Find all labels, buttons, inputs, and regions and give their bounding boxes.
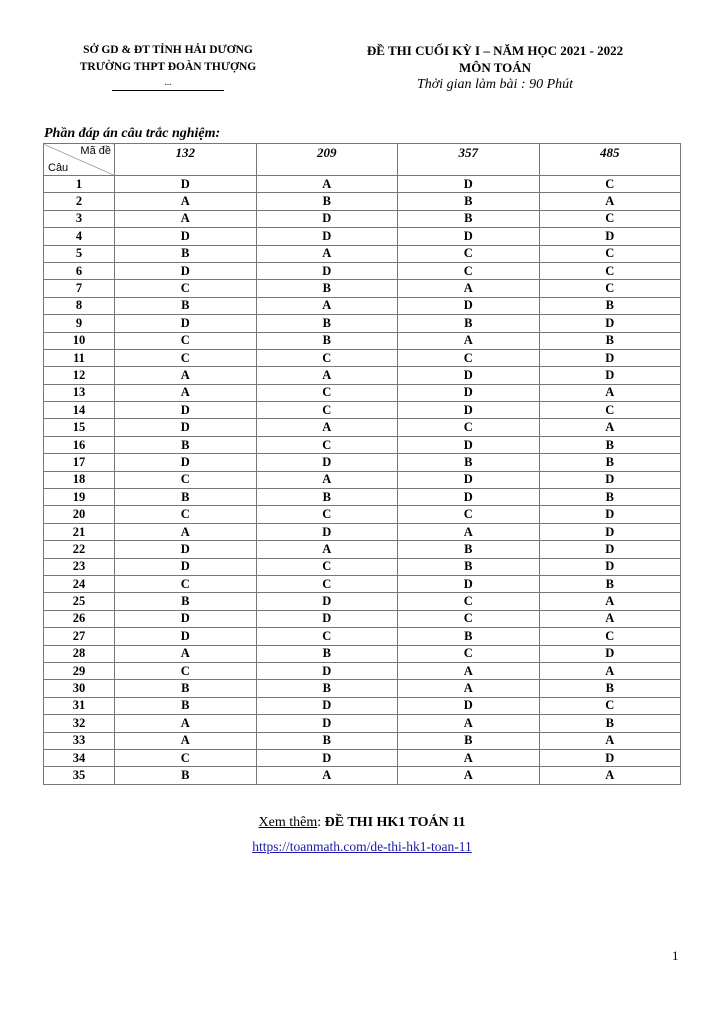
answer-cell: C — [256, 558, 398, 575]
answer-cell: A — [115, 210, 257, 227]
page-number: 1 — [672, 948, 679, 963]
answer-cell: B — [115, 489, 257, 506]
table-row — [44, 732, 681, 749]
answer-cell: A — [539, 610, 681, 627]
answer-cell: D — [115, 558, 257, 575]
answer-cell: A — [256, 767, 398, 784]
answer-cell: A — [539, 767, 681, 784]
question-number-cell: 14 — [44, 402, 115, 419]
answer-cell: A — [398, 332, 540, 349]
question-number-cell: 33 — [44, 732, 115, 749]
table-row — [44, 454, 681, 471]
answer-cell: D — [398, 697, 540, 714]
answer-cell: D — [115, 176, 257, 193]
answer-cell: D — [256, 749, 398, 766]
answer-cell: D — [398, 384, 540, 401]
answer-cell: D — [115, 262, 257, 279]
table-row — [44, 262, 681, 279]
question-number-cell: 1 — [44, 176, 115, 193]
answer-cell: D — [398, 367, 540, 384]
answer-cell: A — [539, 732, 681, 749]
answer-cell: C — [539, 245, 681, 262]
question-number-cell: 18 — [44, 471, 115, 488]
answer-cell: B — [398, 193, 540, 210]
table-row — [44, 610, 681, 627]
answer-cell: A — [398, 662, 540, 679]
question-number-cell: 30 — [44, 680, 115, 697]
answer-cell: B — [539, 715, 681, 732]
school-name: TRƯỜNG THPT ĐOÀN THƯỢNG — [79, 61, 257, 73]
answer-cell: A — [539, 193, 681, 210]
answer-cell: C — [398, 593, 540, 610]
question-number-cell: 19 — [44, 489, 115, 506]
question-number-cell: 16 — [44, 436, 115, 453]
answer-cell: D — [115, 541, 257, 558]
answer-cell: A — [115, 645, 257, 662]
answer-cell: B — [398, 558, 540, 575]
answer-cell: D — [398, 489, 540, 506]
answer-cell: C — [115, 349, 257, 366]
answer-cell: C — [256, 436, 398, 453]
answer-cell: C — [539, 280, 681, 297]
answer-cell: D — [256, 662, 398, 679]
answer-cell: B — [539, 454, 681, 471]
question-number-cell: 34 — [44, 749, 115, 766]
answer-cell: C — [539, 697, 681, 714]
table-row — [44, 228, 681, 245]
answer-cell: C — [398, 506, 540, 523]
see-more — [0, 815, 724, 831]
answer-cell: B — [398, 210, 540, 227]
answer-cell: D — [256, 210, 398, 227]
exam-code-header: 485 — [539, 144, 681, 176]
answer-cell: C — [539, 210, 681, 227]
question-number-cell: 7 — [44, 280, 115, 297]
answer-cell: B — [256, 315, 398, 332]
answer-cell: C — [256, 628, 398, 645]
question-number-cell: 17 — [44, 454, 115, 471]
answer-cell: B — [256, 732, 398, 749]
answer-cell: A — [398, 749, 540, 766]
question-number-cell: 3 — [44, 210, 115, 227]
answer-cell: A — [398, 280, 540, 297]
answer-cell: A — [256, 471, 398, 488]
table-row — [44, 210, 681, 227]
answer-cell: B — [398, 732, 540, 749]
see-more-value: ĐỀ THI HK1 TOÁN 11 — [324, 815, 466, 830]
answer-cell: D — [115, 628, 257, 645]
table-row — [44, 367, 681, 384]
answer-cell: D — [256, 454, 398, 471]
answer-cell: C — [539, 176, 681, 193]
question-number-cell: 4 — [44, 228, 115, 245]
answer-cell: C — [539, 628, 681, 645]
answer-cell: A — [398, 680, 540, 697]
answer-cell: B — [539, 332, 681, 349]
answer-cell: A — [539, 384, 681, 401]
answer-cell: C — [398, 419, 540, 436]
section-title: Phần đáp án câu trắc nghiệm: — [44, 126, 221, 141]
exam-code-header: 132 — [115, 144, 257, 176]
table-row — [44, 176, 681, 193]
answer-cell: B — [256, 193, 398, 210]
table-header-row — [44, 144, 681, 176]
corner-question-label: Câu — [48, 162, 69, 174]
answer-cell: C — [115, 471, 257, 488]
answer-cell: A — [256, 419, 398, 436]
answer-cell: A — [398, 715, 540, 732]
question-number-cell: 20 — [44, 506, 115, 523]
question-number-cell: 23 — [44, 558, 115, 575]
table-row — [44, 749, 681, 766]
answer-cell: D — [398, 228, 540, 245]
answer-cell: D — [398, 436, 540, 453]
see-more-label: Xem thêm — [258, 815, 318, 830]
question-number-cell: 12 — [44, 367, 115, 384]
table-row — [44, 245, 681, 262]
table-row — [44, 297, 681, 314]
answer-cell: D — [398, 575, 540, 592]
answer-cell: C — [115, 280, 257, 297]
answer-cell: A — [115, 523, 257, 540]
answer-cell: C — [115, 749, 257, 766]
answer-cell: B — [539, 436, 681, 453]
question-number-cell: 11 — [44, 349, 115, 366]
answer-cell: B — [398, 541, 540, 558]
answer-cell: D — [256, 697, 398, 714]
question-number-cell: 28 — [44, 645, 115, 662]
answer-cell: D — [115, 402, 257, 419]
table-row — [44, 541, 681, 558]
answer-cell: C — [256, 349, 398, 366]
answer-cell: D — [115, 419, 257, 436]
answer-cell: B — [256, 489, 398, 506]
table-row — [44, 315, 681, 332]
question-number-cell: 35 — [44, 767, 115, 784]
answer-cell: D — [256, 593, 398, 610]
question-number-cell: 27 — [44, 628, 115, 645]
answer-cell: B — [398, 628, 540, 645]
answer-cell: C — [115, 506, 257, 523]
answer-cell: D — [115, 228, 257, 245]
answer-cell: C — [256, 575, 398, 592]
answer-cell: B — [115, 297, 257, 314]
question-number-cell: 15 — [44, 419, 115, 436]
answer-cell: B — [115, 697, 257, 714]
answer-cell: D — [539, 471, 681, 488]
question-number-cell: 21 — [44, 523, 115, 540]
answer-cell: A — [115, 367, 257, 384]
answer-cell: D — [539, 367, 681, 384]
answer-cell: B — [256, 680, 398, 697]
exam-title: ĐỀ THI CUỐI KỲ I – NĂM HỌC 2021 - 2022 — [366, 43, 624, 58]
answer-cell: B — [115, 767, 257, 784]
answer-cell: D — [539, 349, 681, 366]
exam-header — [330, 42, 660, 93]
answer-cell: D — [256, 715, 398, 732]
answer-cell: B — [115, 680, 257, 697]
answer-cell: A — [256, 245, 398, 262]
answer-table-body — [44, 176, 681, 785]
question-number-cell: 2 — [44, 193, 115, 210]
question-number-cell: 5 — [44, 245, 115, 262]
table-row — [44, 645, 681, 662]
answer-cell: A — [539, 419, 681, 436]
answer-cell: A — [539, 662, 681, 679]
answer-cell: A — [398, 767, 540, 784]
answer-cell: B — [115, 245, 257, 262]
answer-cell: A — [539, 593, 681, 610]
answer-cell: A — [398, 523, 540, 540]
table-row — [44, 506, 681, 523]
answer-cell: D — [115, 610, 257, 627]
table-row — [44, 523, 681, 540]
answer-cell: D — [539, 506, 681, 523]
school-header — [44, 42, 292, 91]
exam-code-header: 357 — [398, 144, 540, 176]
table-row — [44, 593, 681, 610]
answer-cell: C — [115, 332, 257, 349]
table-row — [44, 715, 681, 732]
see-more-separator: : — [317, 815, 325, 830]
question-number-cell: 9 — [44, 315, 115, 332]
question-number-cell: 24 — [44, 575, 115, 592]
answer-cell: C — [115, 575, 257, 592]
answer-cell: B — [539, 297, 681, 314]
table-row — [44, 193, 681, 210]
header-divider — [112, 90, 224, 91]
question-number-cell: 26 — [44, 610, 115, 627]
answer-cell: C — [398, 349, 540, 366]
answer-cell: C — [256, 402, 398, 419]
exam-duration: Thời gian làm bài : 90 Phút — [416, 77, 574, 92]
exam-subject: MÔN TOÁN — [458, 60, 532, 75]
answer-cell: C — [398, 645, 540, 662]
question-number-cell: 8 — [44, 297, 115, 314]
question-number-cell: 29 — [44, 662, 115, 679]
answer-cell: D — [256, 523, 398, 540]
department-name: SỞ GD & ĐT TỈNH HẢI DƯƠNG — [83, 44, 253, 56]
answer-cell: D — [398, 402, 540, 419]
answer-cell: D — [539, 558, 681, 575]
resource-link[interactable]: https://toanmath.com/de-thi-hk1-toan-11 — [252, 839, 472, 854]
answer-cell: D — [539, 541, 681, 558]
question-number-cell: 32 — [44, 715, 115, 732]
answer-cell: C — [115, 662, 257, 679]
exam-code-header: 209 — [256, 144, 398, 176]
answer-cell: B — [115, 593, 257, 610]
table-row — [44, 402, 681, 419]
answer-cell: B — [256, 645, 398, 662]
answer-cell: A — [256, 367, 398, 384]
answer-cell: C — [398, 610, 540, 627]
answer-cell: D — [539, 315, 681, 332]
table-row — [44, 332, 681, 349]
answer-cell: B — [539, 489, 681, 506]
answer-cell: A — [256, 176, 398, 193]
table-corner-cell — [44, 144, 115, 176]
answer-cell: D — [256, 610, 398, 627]
answer-cell: D — [115, 315, 257, 332]
table-row — [44, 349, 681, 366]
table-row — [44, 767, 681, 784]
answer-cell: D — [398, 176, 540, 193]
answer-cell: B — [256, 280, 398, 297]
answer-cell: D — [115, 454, 257, 471]
answer-cell: C — [398, 245, 540, 262]
question-number-cell: 25 — [44, 593, 115, 610]
answer-cell: A — [115, 715, 257, 732]
answer-cell: C — [256, 506, 398, 523]
answer-cell: B — [256, 332, 398, 349]
answer-cell: B — [398, 315, 540, 332]
answer-cell: D — [398, 471, 540, 488]
answer-cell: D — [539, 523, 681, 540]
answer-cell: C — [256, 384, 398, 401]
answer-cell: A — [115, 732, 257, 749]
question-number-cell: 31 — [44, 697, 115, 714]
answer-cell: D — [539, 645, 681, 662]
answer-cell: D — [256, 228, 398, 245]
answer-cell: D — [256, 262, 398, 279]
answer-cell: C — [398, 262, 540, 279]
answer-cell: D — [539, 749, 681, 766]
table-row — [44, 575, 681, 592]
table-row — [44, 628, 681, 645]
question-number-cell: 10 — [44, 332, 115, 349]
answer-table — [43, 143, 681, 785]
answer-cell: C — [539, 262, 681, 279]
table-row — [44, 471, 681, 488]
table-row — [44, 489, 681, 506]
answer-cell: D — [539, 228, 681, 245]
answer-cell: A — [256, 541, 398, 558]
answer-cell: C — [539, 402, 681, 419]
answer-cell: A — [115, 193, 257, 210]
answer-cell: A — [115, 384, 257, 401]
answer-cell: A — [256, 297, 398, 314]
answer-cell: D — [398, 297, 540, 314]
table-row — [44, 384, 681, 401]
answer-cell: B — [539, 680, 681, 697]
footer-link-row — [0, 839, 724, 855]
table-row — [44, 697, 681, 714]
answer-cell: B — [398, 454, 540, 471]
question-number-cell: 13 — [44, 384, 115, 401]
table-row — [44, 680, 681, 697]
corner-code-label: Mã đề — [80, 145, 111, 157]
answer-cell: B — [539, 575, 681, 592]
table-row — [44, 280, 681, 297]
question-number-cell: 6 — [44, 262, 115, 279]
table-row — [44, 436, 681, 453]
question-number-cell: 22 — [44, 541, 115, 558]
table-row — [44, 662, 681, 679]
table-row — [44, 419, 681, 436]
answer-cell: B — [115, 436, 257, 453]
table-row — [44, 558, 681, 575]
header-dots: ... — [164, 77, 172, 87]
